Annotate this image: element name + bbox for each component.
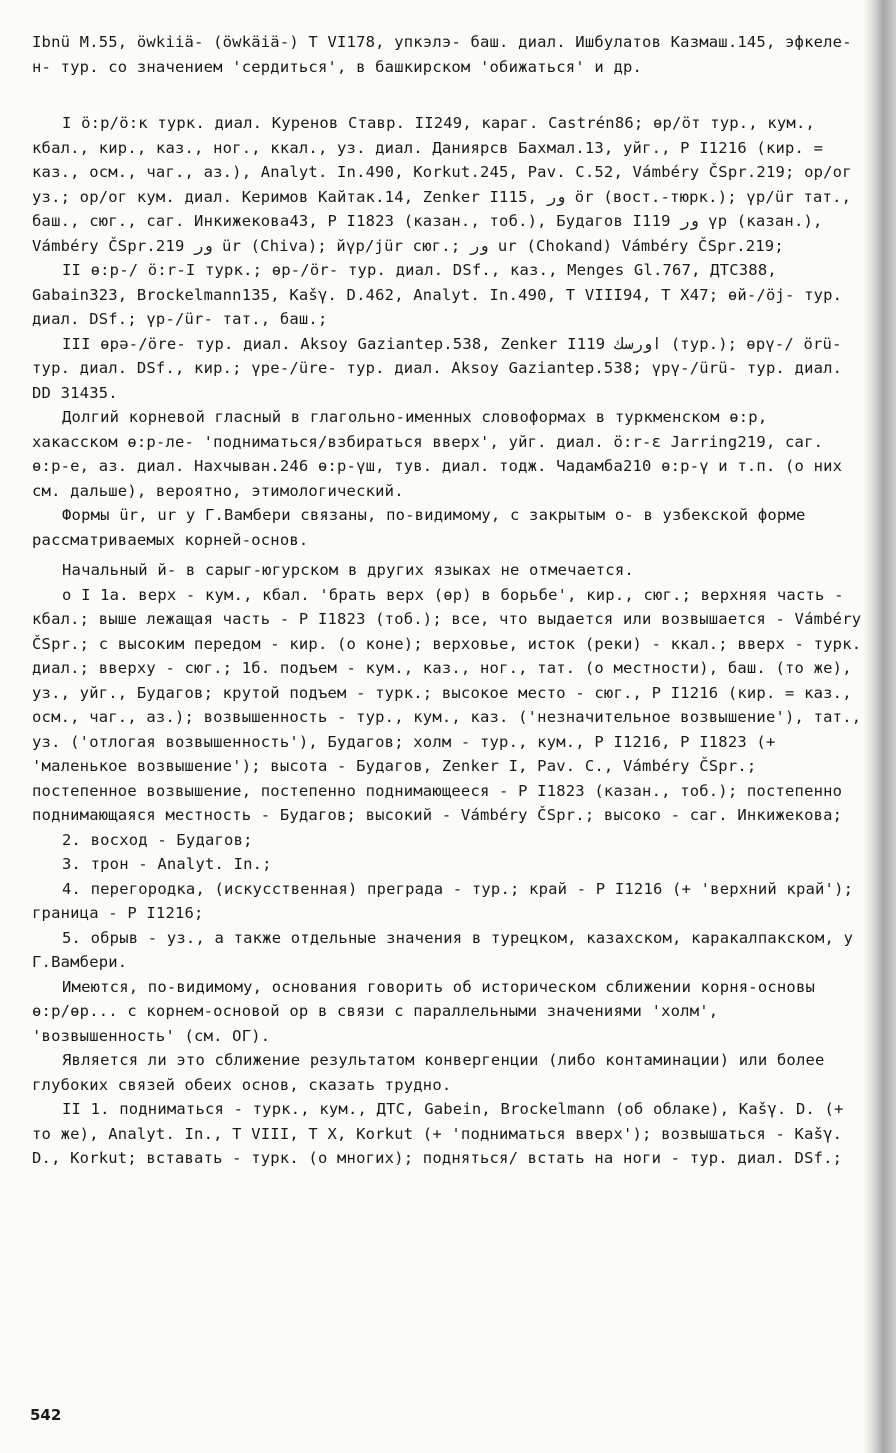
paragraph-vambery-forms: Формы ür, ur у Г.Вамбери связаны, по-видимому, с закрытым о- в узбекской форме рассматриваемых корней-основ. — [32, 506, 806, 549]
paragraph-intro: Ibnü M.55, öwkiiä- (öwkäiä-) T VI178, упкэлэ- баш. диал. Ишбулатов Казмаш.145, эфкеле-н- тур. со значением 'сердиться', в башкирском 'обижаться' и др. — [32, 33, 852, 76]
paragraph-meaning-5: 5. обрыв - уз., а также отдельные значения в турецком, казахском, каракалпакском, у Г.Вамбери. — [32, 928, 854, 971]
paragraph-meaning-2: 2. восход - Будагов; — [62, 830, 253, 849]
paragraph-verb-meaning-1: II 1. подниматься - турк., кум., ДТС, Gabein, Brockelmann (об облаке), Kašγ. D. (+ то же), Analyt. In., T VIII, T X, Korkut (+ 'подниматься вверх'); возвышаться - Kašγ. D., Korkut; вставать - турк. (о многих); подняться/ встать на ноги - тур. диал. DSf.; — [32, 1100, 844, 1167]
paragraph-meaning-3: 3. трон - Analyt. In.; — [62, 855, 272, 873]
paragraph-historical: Имеются, по-видимому, основания говорить об историческом сближении корня-основы ө:р/өр... с корнем-основой ор в связи с параллельными значениями 'холм', 'возвышенность' (см. ОГ). — [32, 977, 816, 1045]
paragraph-initial-j: Начальный й- в сарыг-югурском в других языках не отмечается. — [62, 561, 634, 579]
page-body — [32, 30, 862, 1171]
paragraph-noun-forms: I ö:р/ö:к турк. диал. Куренов Ставр. II249, караг. Castrén86; өр/öт тур., кум., кбал., кир., каз., ног., ккал., уз. диал. Даниярсв Бахмал.13, уйг., Р I1216 (кир. = каз., осм., чаг., аз.), Analyt. In.490, Korkut.245, Pav. C.52, Vámbéry ČSpr.219; ор/ог уз.; ор/ог кум. диал. Керимов Кайтак.14, Zenker I115, ور ör (вост.-тюрк.); үр/ür тат., баш., сюг., саг. Инкижекова43, Р I1823 (казан., тоб.), Будагов I119 ور үр (казан.), Vámbéry ČSpr.219 ور ür (Chiva); йүр/jür сюг.; ور ur (Chokand) Vámbéry ČSpr.219; — [32, 114, 852, 255]
paragraph-long-vowel: Долгий корневой гласный в глагольно-именных словоформах в туркменском ө:р, хакасском ө:р-ле- 'подниматься/взбираться вверх', уйг. диал. ö:r-ε Jarring219, саг. ө:р-е, аз. диал. Нахчыван.246 ө:р-үш, тув. диал. тодж. Чадамба210 ө:р-ү и т.п. (о них см. дальше), вероятно, этимологический. — [32, 408, 843, 500]
book-binding-shadow — [864, 0, 896, 1453]
page-number: 542 — [30, 1406, 62, 1424]
paragraph-verb-forms-e: III өрə-/öre- тур. диал. Aksoy Gaziantep.538, Zenker I119 اورسك (тур.); өрү-/ örü- тур. диал. DSf., кир.; үре-/üre- тур. диал. Aksoy Gaziantep.538; үрү-/ürü- тур. диал. DD 31435. — [32, 334, 843, 402]
paragraph-meaning-4: 4. перегородка, (искусственная) преграда - тур.; край - Р I1216 (+ 'верхний край'); граница - Р I1216; — [32, 879, 854, 922]
paragraph-convergence: Является ли это сближение результатом конвергенции (либо контаминации) или более глубоких связей обеих основ, сказать трудно. — [32, 1051, 825, 1094]
paragraph-verb-forms: II ө:р-/ ö:r-I турк.; өр-/ör- тур. диал. DSf., каз., Menges Gl.767, ДТС388, Gabain323, Brockelmann135, Kašγ. D.462, Analyt. In.490, T VIII94, T X47; өй-/öj- тур. диал. DSf.; үр-/ür- тат., баш.; — [32, 261, 843, 328]
paragraph-meaning-1: о I 1а. верх - кум., кбал. 'брать верх (өр) в борьбе', кир., сюг.; верхняя часть - кбал.; выше лежащая часть - Р I1823 (тоб.); все, что выдается или возвышается - Vámbéry ČSpr.; с высоким передом - кир. (о коне); верховье, исток (реки) - ккал.; вверх - турк. диал.; вверху - сюг.; 1б. подъем - кум., каз., ног., тат. (о местности), баш. (то же), уз., уйг., Будагов; крутой подъем - турк.; высокое место - сюг., Р I1216 (кир. = каз., осм., чаг., аз.); возвышенность - тур., кум., каз. ('незначительное возвышение'), тат., уз. ('отлогая возвышенность'), Будагов; холм - тур., кум., Р I1216, Р I1823 (+ 'маленькое возвышение'); высота - Будагов, Zenker I, Pav. C., Vámbéry ČSpr.; постепенное возвышение, постепенно поднимающееся - Р I1823 (казан., тоб.); постепенно поднимающаяся местность - Будагов; высокий - Vámbéry ČSpr.; высоко - саг. Инкижекова; — [32, 585, 862, 824]
